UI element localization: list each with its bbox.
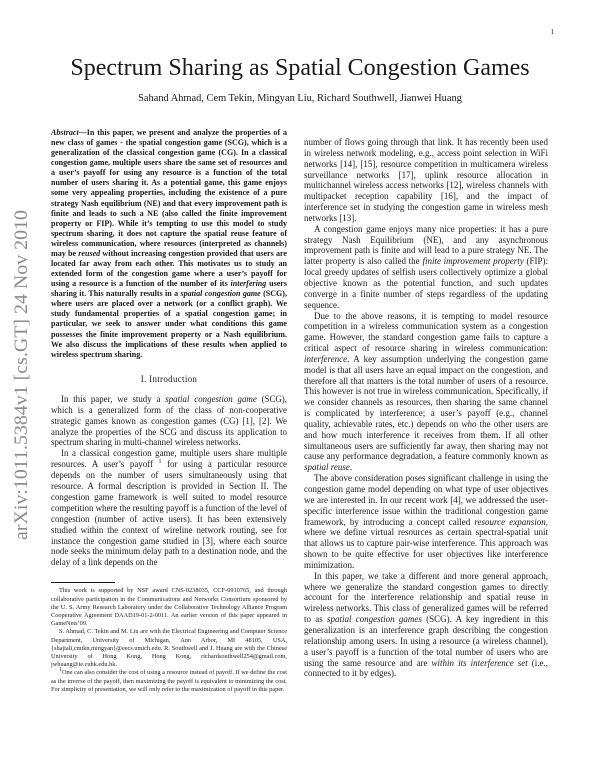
abstract-text: without increasing congestion provided that users are located far away from each other. This motivates us to study an extended form of the congestion game where a user’s payoff for using a resource is a function of the number of its (51, 248, 288, 289)
section-heading-introduction: I. Introduction (140, 373, 198, 384)
footnote-divider (51, 582, 115, 583)
intro-paragraph-1: In this paper, we study a spatial congestion game (SCG), which is a generalized form of the class of non-cooperative strategic games known as congestion games (CG) [1], [2]. We analyze the properties of the SCG and discuss its application to spectrum sharing in multi-channel wireless networks. (51, 393, 287, 448)
right-paragraph-3: Due to the above reasons, it is tempting to model resource competition in a wireless communication system as a congestion game. However, the standard congestion game fails to capture a critical aspect of resource sharing in wireless communication: interference. A key assumption underlying the congestion game model is that all users have an equal impact on the congestion, and therefore all that matters is the total number of users of a resource. This however is not true in wireless communication. Specifically, if we consider channels as resources, then sharing the same channel is complicated by interference; a user’s payoff (e.g., channel quality, achievable rates, etc.) depends on who the other users are and how much interference it receives from them. If all other simultaneous users are sufficiently far away, then sharing may not cause any performance degradation, a feature commonly known as spatial reuse. (304, 310, 548, 473)
page-number: 1 (550, 28, 554, 36)
intro-paragraph-2: In a classical congestion game, multiple users share multiple resources. A user’s payoff $^1$ for using a particular resource depends on the number of users simultaneously using that resource. A formal description is provided in Section II. The congestion game framework is well suited to model resource competition where the resulting payoff is a function of the level of congestion (number of active users). It has been extensively studied within the context of wireline network routing, see for instance the congestion game studied in [3], where each source node seeks the minimum delay path to a destination node, and the delay of a link depends on the (51, 448, 287, 568)
abstract-text: (SCG), where users are placed over a network (or a conflict graph). We study fundamental properties of a spatial congestion game; in particular, we seek to answer under what conditions this game possesses the finite improvement property or a Nash equilibrium. We also discuss the implications of these results when applied to wireless spectrum sharing. (51, 289, 287, 359)
right-column (304, 137, 548, 679)
author-list: Sahand Ahmad, Cem Tekin, Mingyan Liu, Richard Southwell, Jianwei Huang (138, 93, 462, 104)
funding-footnote: This work is supported by NSF award CNS-0238035, CCF-0910765, and through collaborative participation in the Communications and Networks Consortium sponsored by the U. S. Army Research Laboratory under the Collaborative Technology Alliance Program Cooperative Agreement DAAD19-01-2-0011. An earlier version of this paper appeared in GameNets’09. (51, 587, 287, 628)
arxiv-identifier-stamp (2, 210, 36, 540)
abstract-lead: Abstract (51, 128, 79, 137)
abstract-emphasis: reused (78, 248, 101, 258)
abstract-emphasis: spatial congestion game (180, 289, 261, 299)
footnote-marker: 1 (158, 459, 162, 466)
abstract (51, 128, 287, 360)
right-paragraph-1: number of flows going through that link. It has recently been used in wireless network modeling, e.g., access point selection in WiFi networks [14], [15], resource competition in multicamera wireless surveillance networks [17], uplink resource allocation in multichannel wireless access networks [12], wireless channels with multipacket reception capability [16], and the impact of interference set in studying the congestion game in wireless mesh networks [13]. (304, 137, 548, 223)
footnote-1: $^1$One can also consider the cost of using a resource instead of payoff. If we define the cost as the inverse of the payoff, then maximizing the payoff is equivalent to minimizing the cost. For simplicity of presentation, we will only refer to the maximization of payoff in this paper. (51, 667, 287, 693)
abstract-emphasis: interfering (230, 279, 267, 289)
right-paragraph-4: The above consideration poses significant challenge in using the congestion game model depending on what type of user objectives we are interested in. In our recent work [4], we addressed the user-specific interference issue within the traditional congestion game framework, by introducing a concept called resource expansion, where we define virtual resources as certain spectral-spatial unit that allows us to capture pair-wise interference. This approach was shown to be quite effective for user objectives like interference minimization. (304, 473, 548, 570)
affiliations-footnote: S. Ahmad, C. Tekin and M. Liu are with the Electrical Engineering and Computer Science Department, University of Michigan, Ann Arbor, MI 48105, USA, {shajiali,cmtkn,mingyan}@eecs.umich.edu. R. Southwell and J. Huang are with the Chinese University of Hong Kong, Hong Kong, richardsouthwell254@gmail.com, jwhuang@ie.cuhk.edu.hk. (51, 628, 287, 669)
paper-title: Spectrum Sharing as Spatial Congestion Games (70, 55, 530, 81)
abstract-text: users sharing it. This naturally results in a (51, 279, 287, 299)
right-paragraph-2: A congestion game enjoys many nice properties: it has a pure strategy Nash Equilibrium (NE), and any asynchronous improvement path is finite and will lead to a pure strategy NE. The latter property is also called the finite improvement property (FIP): local greedy updates of selfish users collectively optimize a global objective known as the potential function, and such updates converge in a finite number of steps regardless of the updating sequence. (304, 223, 548, 310)
arxiv-identifier-text: arXiv:1011.5384v1 [cs.GT] 24 Nov 2010 (12, 233, 32, 540)
abstract-text: —In this paper, we present and analyze the properties of a new class of games - the spatial congestion game (SCG), which is a generalization of the classical congestion game (CG). In a classical congestion game, multiple users share the same set of resources and a user’s payoff for using any resource is a function of the total number of users sharing it. As a potential game, this game enjoys some very appealing properties, including the existence of a pure strategy Nash equilibrium (NE) and that every improvement path is finite and leads to such a NE (also called the finite improvement property or FIP). While it’s tempting to use this model to study spectrum sharing, it does not capture the spatial reuse feature of wireless communication, where resources (interpreted as channels) may be (51, 128, 287, 258)
left-column (51, 128, 287, 694)
right-paragraph-5: In this paper, we take a different and more general approach, where we generalize the standard congestion games to directly account for the interference relationship and spatial reuse in wireless networks. This class of generalized games will be referred to as spatial congestion games (SCG). A key ingredient in this generalization is an interference graph describing the congestion relationship among users. In using a resource (a wireless channel), a user’s payoff is a function of the total number of users who are using the same resource and are within its interference set (i.e., connected to it by edges). (304, 570, 549, 679)
